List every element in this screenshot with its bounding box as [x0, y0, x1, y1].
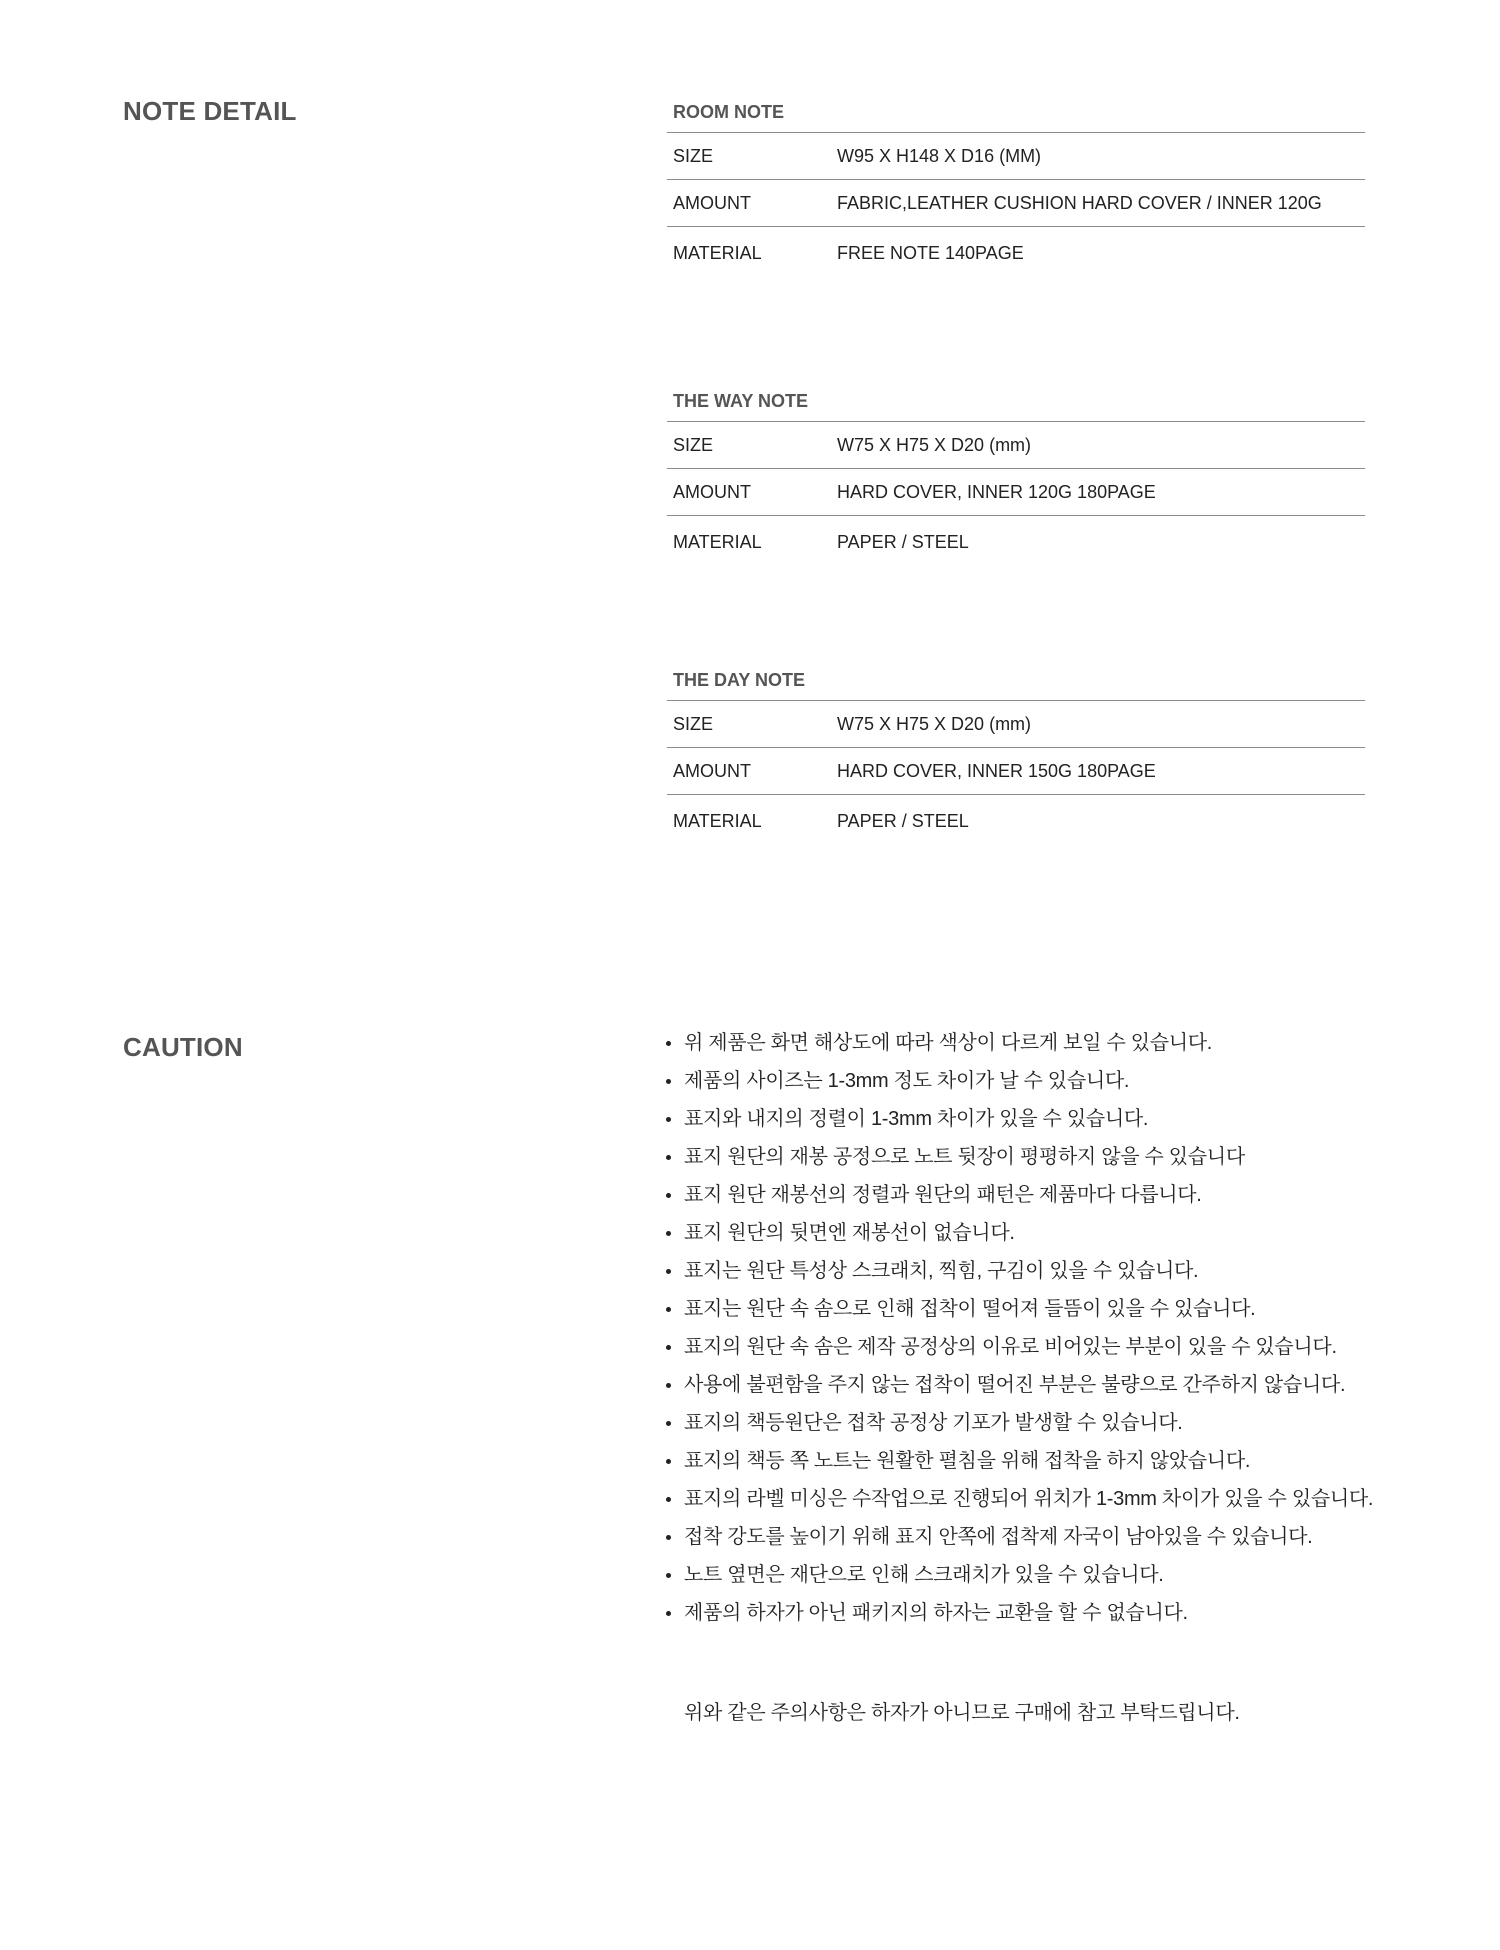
spec-label: SIZE [673, 434, 714, 455]
caution-item: 표지 원단 재봉선의 정렬과 원단의 패턴은 제품마다 다릅니다. [664, 1176, 1384, 1214]
spec-label: MATERIAL [673, 531, 762, 552]
note-spec-the-way-note [667, 381, 1365, 568]
spec-row-material [667, 795, 1365, 847]
caution-item: 표지는 원단 특성상 스크래치, 찍힘, 구김이 있을 수 있습니다. [664, 1252, 1384, 1290]
spec-row-amount [667, 180, 1365, 227]
spec-label: AMOUNT [673, 192, 751, 213]
spec-row-size [667, 422, 1365, 469]
note-name: THE WAY NOTE [667, 381, 1365, 422]
note-name: ROOM NOTE [667, 92, 1365, 133]
caution-list [664, 1024, 1384, 1632]
note-detail-heading: NOTE DETAIL [123, 96, 297, 126]
spec-label: MATERIAL [673, 810, 762, 831]
spec-row-material [667, 516, 1365, 568]
caution-item: 노트 옆면은 재단으로 인해 스크래치가 있을 수 있습니다. [664, 1556, 1384, 1594]
note-spec-room-note [667, 92, 1365, 279]
caution-heading: CAUTION [123, 1032, 243, 1062]
spec-label: AMOUNT [673, 760, 751, 781]
spec-row-material [667, 227, 1365, 279]
note-spec-the-day-note [667, 660, 1365, 847]
spec-row-size [667, 701, 1365, 748]
spec-value: W75 X H75 X D20 (mm) [837, 713, 1032, 734]
spec-value: FREE NOTE 140PAGE [837, 242, 1024, 263]
caution-item: 접착 강도를 높이기 위해 표지 안쪽에 접착제 자국이 남아있을 수 있습니다. [664, 1518, 1384, 1556]
spec-value: PAPER / STEEL [837, 810, 969, 831]
caution-item: 표지 원단의 뒷면엔 재봉선이 없습니다. [664, 1214, 1384, 1252]
spec-value: PAPER / STEEL [837, 531, 969, 552]
spec-label: MATERIAL [673, 242, 762, 263]
caution-item: 제품의 사이즈는 1-3mm 정도 차이가 날 수 있습니다. [664, 1062, 1384, 1100]
caution-item: 표지는 원단 속 솜으로 인해 접착이 떨어져 들뜸이 있을 수 있습니다. [664, 1290, 1384, 1328]
caution-item: 제품의 하자가 아닌 패키지의 하자는 교환을 할 수 없습니다. [664, 1594, 1384, 1632]
caution-item: 표지의 원단 속 솜은 제작 공정상의 이유로 비어있는 부분이 있을 수 있습니다. [664, 1328, 1384, 1366]
caution-item: 표지의 라벨 미싱은 수작업으로 진행되어 위치가 1-3mm 차이가 있을 수 있습니다. [664, 1480, 1384, 1518]
spec-label: SIZE [673, 145, 714, 166]
spec-value: W75 X H75 X D20 (mm) [837, 434, 1032, 455]
caution-item: 표지의 책등 쪽 노트는 원활한 펼침을 위해 접착을 하지 않았습니다. [664, 1442, 1384, 1480]
spec-value: FABRIC,LEATHER CUSHION HARD COVER / INNER 120G [837, 192, 1322, 213]
caution-item: 표지 원단의 재봉 공정으로 노트 뒷장이 평평하지 않을 수 있습니다 [664, 1138, 1384, 1176]
spec-value: W95 X H148 X D16 (MM) [837, 145, 1042, 166]
spec-label: SIZE [673, 713, 714, 734]
spec-row-amount [667, 748, 1365, 795]
caution-item: 사용에 불편함을 주지 않는 접착이 떨어진 부분은 불량으로 간주하지 않습니다. [664, 1366, 1384, 1404]
spec-value: HARD COVER, INNER 120G 180PAGE [837, 481, 1156, 502]
spec-value: HARD COVER, INNER 150G 180PAGE [837, 760, 1156, 781]
spec-label: AMOUNT [673, 481, 751, 502]
spec-row-size [667, 133, 1365, 180]
spec-row-amount [667, 469, 1365, 516]
caution-closing-note: 위와 같은 주의사항은 하자가 아니므로 구매에 참고 부탁드립니다. [684, 1702, 1240, 1724]
caution-item: 표지의 책등원단은 접착 공정상 기포가 발생할 수 있습니다. [664, 1404, 1384, 1442]
caution-item: 표지와 내지의 정렬이 1-3mm 차이가 있을 수 있습니다. [664, 1100, 1384, 1138]
caution-item: 위 제품은 화면 해상도에 따라 색상이 다르게 보일 수 있습니다. [664, 1024, 1384, 1062]
note-name: THE DAY NOTE [667, 660, 1365, 701]
